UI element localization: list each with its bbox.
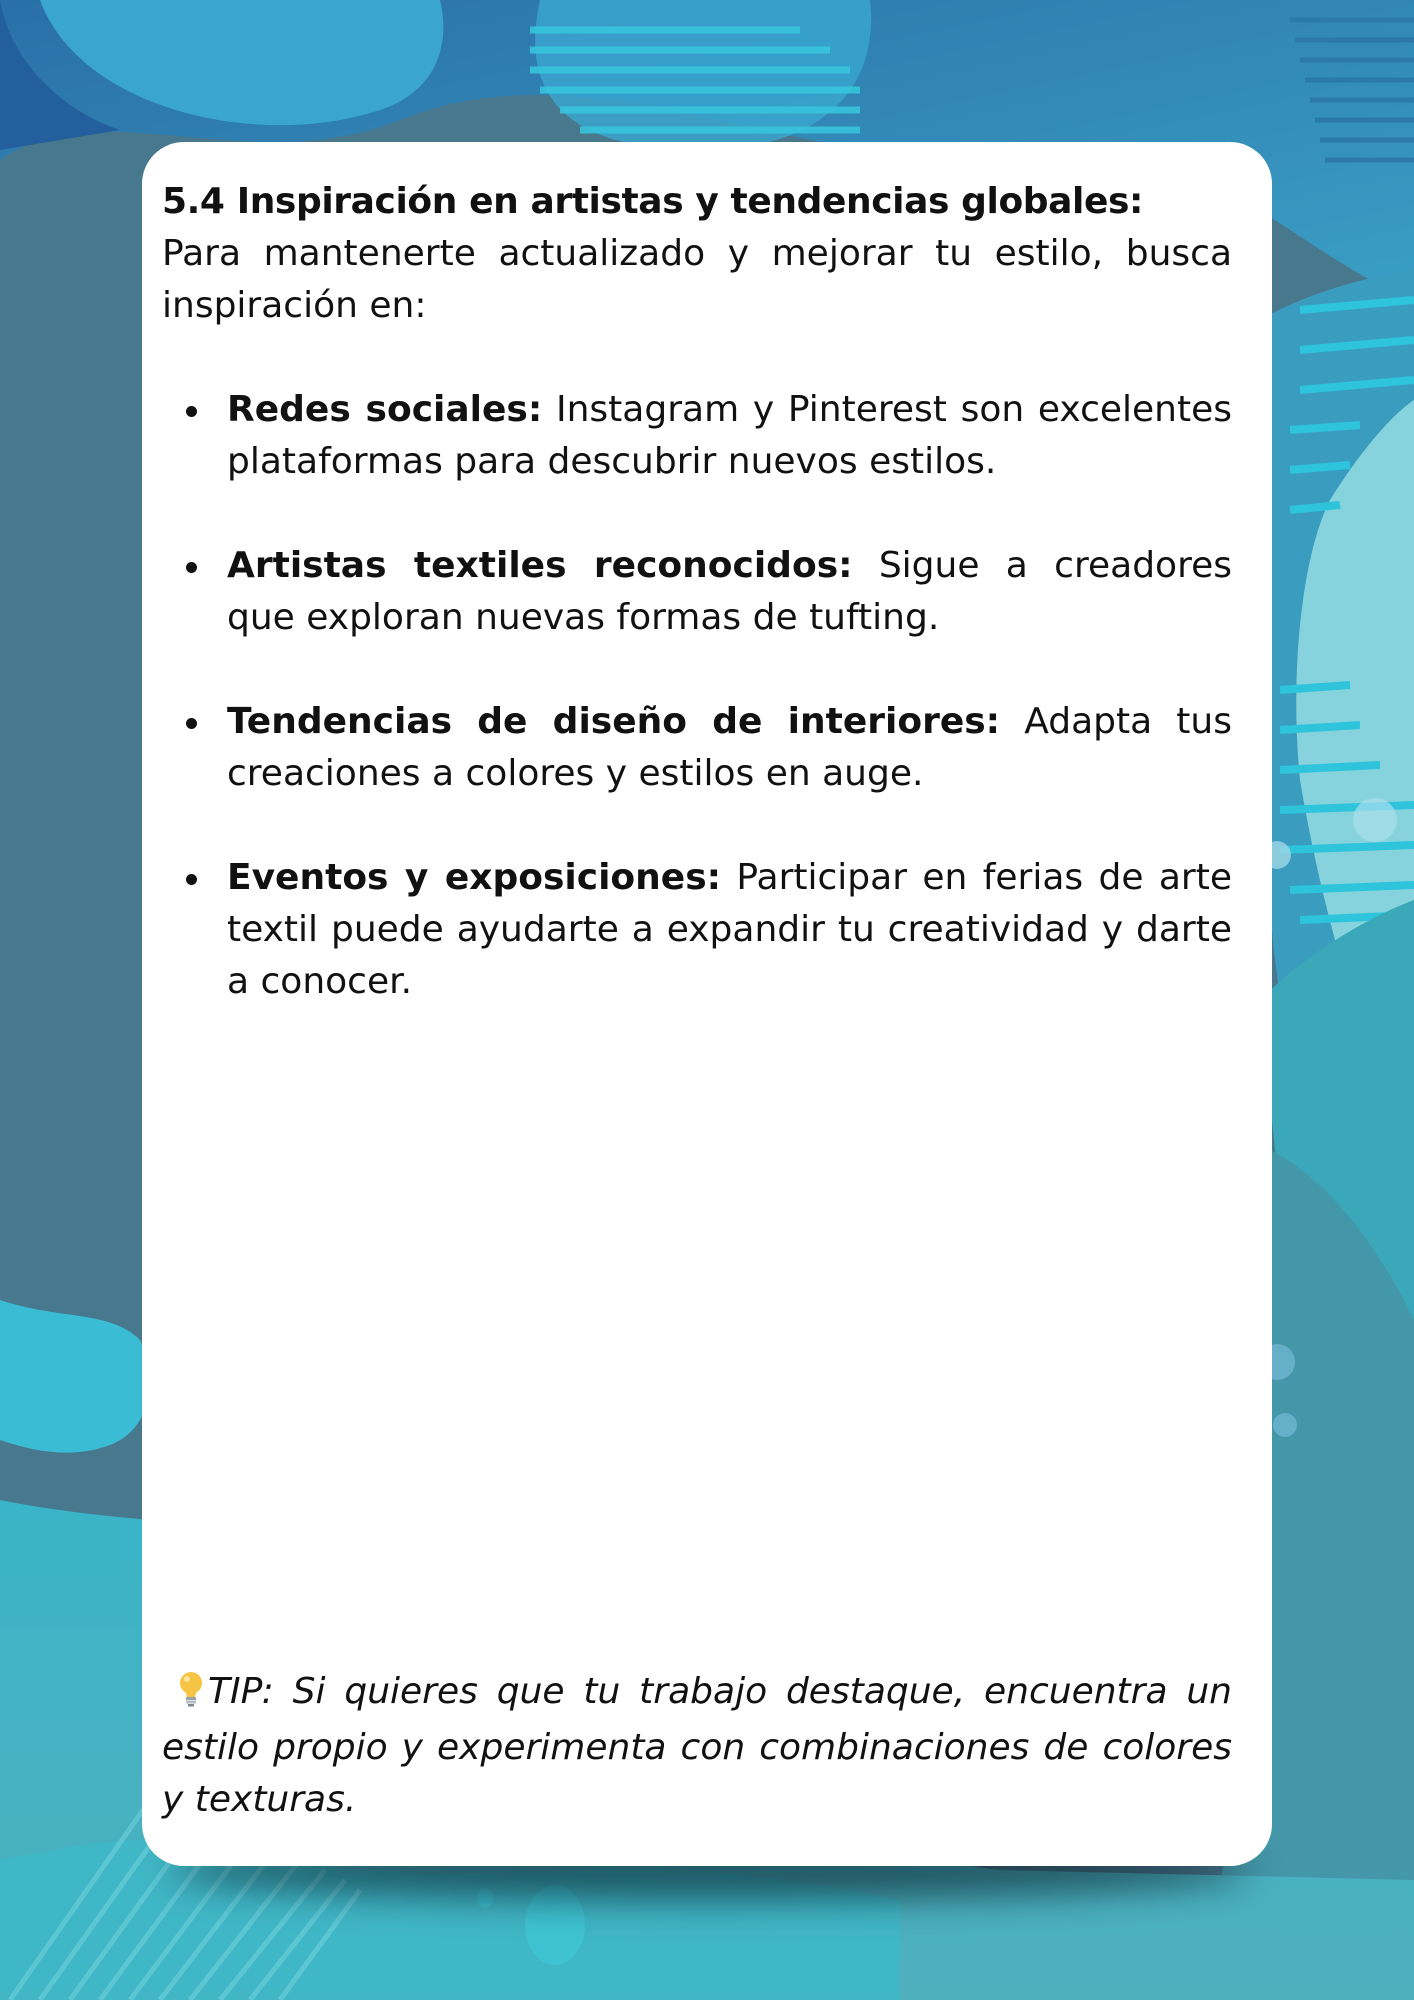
section-heading: 5.4 Inspiración en artistas y tendencias globales: — [162, 181, 1144, 222]
list-item-text: Sigue a creadores que exploran nuevas formas de tufting. — [227, 545, 1232, 638]
bullet-icon — [186, 874, 197, 885]
bullet-icon — [186, 406, 197, 417]
inspiration-list — [162, 384, 1232, 1008]
content-card — [142, 142, 1272, 1866]
tip-text: TIP: Si quieres que tu trabajo destaque, encuentra un estilo propio y experimenta con combinaciones de colores y texturas. — [162, 1671, 1232, 1820]
list-item-text: Instagram y Pinterest son excelentes plataformas para descubrir nuevos estilos. — [227, 389, 1233, 482]
bullet-icon — [186, 718, 197, 729]
lightbulb-icon — [178, 1670, 204, 1722]
bullet-icon — [186, 562, 197, 573]
list-item — [227, 696, 1232, 800]
list-item-term: Tendencias de diseño de interiores: — [227, 701, 1001, 742]
list-item-term: Redes sociales: — [227, 389, 543, 430]
list-item — [227, 852, 1232, 1008]
list-item-text: Adapta tus creaciones a colores y estilos en auge. — [227, 701, 1232, 794]
list-item — [227, 540, 1232, 644]
list-item-text: Participar en ferias de arte textil puede ayudarte a expandir tu creatividad y darte a conocer. — [227, 857, 1232, 1002]
tip-note — [162, 1666, 1232, 1826]
section-intro: Para mantenerte actualizado y mejorar tu estilo, busca inspiración en: — [162, 233, 1232, 326]
list-item — [227, 384, 1232, 488]
list-item-term: Eventos y exposiciones: — [227, 857, 722, 898]
list-item-term: Artistas textiles reconocidos: — [227, 545, 853, 586]
